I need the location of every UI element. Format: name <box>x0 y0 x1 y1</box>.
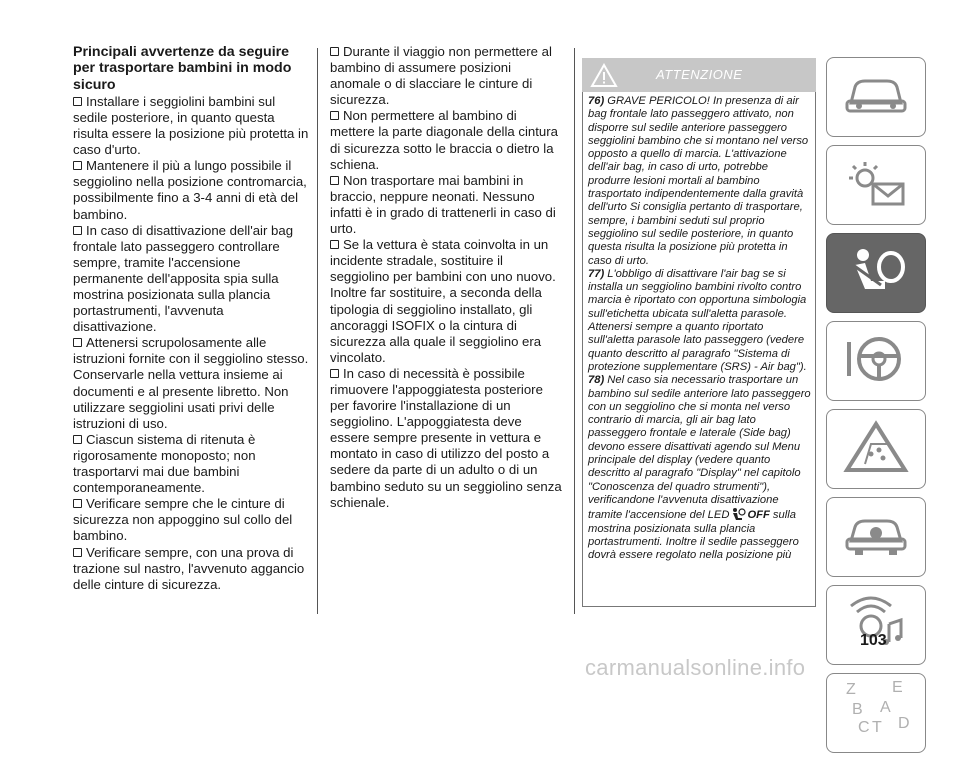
svg-text:Z: Z <box>846 680 856 698</box>
passenger-airbag-led-icon <box>730 507 746 521</box>
bullet-text: Verificare sempre che le cinture di sicurezza non appoggino sul collo del bambino. <box>73 496 293 544</box>
chapter-tab-1[interactable] <box>826 57 926 137</box>
checkbox-bullet-icon <box>73 499 82 508</box>
warning-note <box>588 374 812 562</box>
svg-text:D: D <box>898 714 910 732</box>
chapter-tab-6[interactable] <box>826 497 926 577</box>
bullet-list-left <box>73 94 309 593</box>
bullet-item <box>330 173 564 237</box>
seat-airbag-icon <box>841 245 911 302</box>
svg-text:A: A <box>880 698 891 716</box>
note-text-continued: sulla mostrina posizionata sulla plancia portastrumenti. Inoltre il sedile passeggero dovrà essere regolato nella posizione più <box>588 509 799 562</box>
bullet-item <box>73 432 309 496</box>
bullet-text: Installare i seggiolini bambini sul sedile posteriore, in quanto questa risulta essere la posizione più protetta in caso d'urto. <box>73 93 309 158</box>
chapter-tab-5[interactable] <box>826 409 926 489</box>
bullet-list-middle <box>330 44 564 511</box>
steering-wheel-icon <box>841 332 911 391</box>
warning-triangle-icon <box>590 63 618 88</box>
bullet-text: Se la vettura è stata coinvolta in un incidente stradale, sostituire il seggiolino per bambini con uno nuovo. Inoltre far sostituire, a seconda della tipologia di seggiolino installato, gli ancoraggi ISOFIX o la cintura di sicurezza alla quale il seggiolino era vincolato. <box>330 237 556 365</box>
bullet-item <box>73 158 309 222</box>
chapter-tabs <box>826 57 926 761</box>
column-middle <box>330 44 564 511</box>
warning-note <box>588 268 812 374</box>
warning-box <box>582 58 816 610</box>
chapter-tab-4[interactable] <box>826 321 926 401</box>
chapter-tab-2[interactable] <box>826 145 926 225</box>
chapter-tab-7[interactable] <box>826 585 926 665</box>
bullet-item <box>73 94 309 158</box>
bullet-text: Non permettere al bambino di mettere la parte diagonale della cintura di sicurezza sotto le braccia o dietro la schiena. <box>330 108 558 172</box>
bullet-item <box>73 335 309 432</box>
section-heading: Principali avvertenze da seguire per trasportare bambini in modo sicuro <box>73 44 292 93</box>
chapter-tab-3[interactable] <box>826 233 926 313</box>
note-number: 77) <box>588 267 605 280</box>
checkbox-bullet-icon <box>330 240 339 249</box>
note-text: Nel caso sia necessario trasportare un bambino sul sedile anteriore lato passeggero con un seggiolino che si monta nel verso contrario di marcia, gli air bag lato passeggero frontale e laterale (Side bag) devono essere disattivati agendo sul Menu principale del display (vedere quanto descritto al paragrafo "Display" nel capitolo "Conoscenza del quadro strumenti"), verificandone l'avvenuta disattivazione tramite l'accensione del LED <box>588 374 811 522</box>
warning-lights-icon <box>841 158 911 213</box>
index-letters-icon <box>836 680 916 747</box>
bullet-item <box>330 108 564 172</box>
checkbox-bullet-icon <box>330 176 339 185</box>
checkbox-bullet-icon <box>73 226 82 235</box>
bullet-text: Attenersi scrupolosamente alle istruzioni fornite con il seggiolino stesso. Conservarle nella vettura insieme ai documenti e al presente libretto. Non utilizzare seggiolini usati privi delle istruzioni di uso. <box>73 335 309 431</box>
checkbox-bullet-icon <box>330 111 339 120</box>
maintenance-car-icon <box>841 513 911 562</box>
column-divider-2 <box>574 48 575 614</box>
note-number: 78) <box>588 374 605 387</box>
bullet-item <box>330 237 564 366</box>
bullet-item <box>330 44 564 108</box>
checkbox-bullet-icon <box>73 435 82 444</box>
bullet-item <box>73 223 309 336</box>
warning-title: ATTENZIONE <box>656 67 743 82</box>
chapter-tab-8[interactable] <box>826 673 926 753</box>
emergency-icon <box>841 420 911 479</box>
column-left <box>73 44 309 593</box>
bullet-item <box>73 545 309 593</box>
bullet-text: Durante il viaggio non permettere al bambino di assumere posizioni anomale o di slacciare le cinture di sicurezza. <box>330 44 552 108</box>
checkbox-bullet-icon <box>73 97 82 106</box>
svg-text:E: E <box>892 679 903 696</box>
svg-text:B: B <box>852 700 863 718</box>
checkbox-bullet-icon <box>330 369 339 378</box>
note-text: L'obbligo di disattivare l'air bag se si installa un seggiolino bambini rivolto contro marcia è riportato con opportuna simbologia sull'etichetta ubicata sull'aletta parasole. Attenersi sempre a quanto riportato sull'aletta parasole lato passeggero (vedere quanto descritto al paragrafo "Sistema di protezione supplementare (SRS) - Air bag"). <box>588 267 807 373</box>
bullet-text: In caso di disattivazione dell'air bag frontale lato passeggero controllare sempre, tramite l'accensione permanente dell'apposita spia sulla mostrina posizionata sulla plancia portastrumenti, l'avvenuta disattivazione. <box>73 222 294 335</box>
column-divider-1 <box>317 48 318 614</box>
checkbox-bullet-icon <box>73 161 82 170</box>
warning-header <box>582 58 816 92</box>
svg-text:C: C <box>858 718 870 736</box>
off-label: OFF <box>747 509 770 522</box>
car-icon <box>841 73 911 122</box>
page-number: 103 <box>860 632 887 649</box>
checkbox-bullet-icon <box>73 548 82 557</box>
bullet-item <box>330 366 564 511</box>
svg-text:T: T <box>872 718 882 736</box>
checkbox-bullet-icon <box>73 338 82 347</box>
bullet-text: Mantenere il più a lungo possibile il seggiolino nella posizione contromarcia, possibilmente fino a 3-4 anni di età del bambino. <box>73 158 307 222</box>
note-number: 76) <box>588 95 605 107</box>
bullet-text: In caso di necessità è possibile rimuovere l'appoggiatesta posteriore per favorire l'installazione di un seggiolino. L'appoggiatesta deve essere sempre presente in vettura e montato in caso di utilizzo del posto a sedere da parte di un adulto o di un bambino seduto su un seggiolino senza schienale. <box>330 365 562 510</box>
warning-body <box>582 92 816 607</box>
note-text: GRAVE PERICOLO! In presenza di air bag frontale lato passeggero attivato, non disporre sul sedile anteriore passeggero seggiolini bambino che si montano nel verso opposto a quello di marcia. L'attivazione dell'air bag, in caso di urto, potrebbe produrre lesioni mortali al bambino trasportato indipendentemente dalla gravità dell'urto Si consiglia pertanto di trasportare, sempre, i bambini seduti sul proprio seggiolino sul sedile posteriore, in quanto questa risulta la posizione più protetta in caso di urto. <box>588 95 809 267</box>
bullet-item <box>73 496 309 544</box>
bullet-text: Non trasportare mai bambini in braccio, neppure neonati. Nessuno infatti è in grado di trattenerli in caso di urto. <box>330 172 556 237</box>
warning-note <box>588 95 812 268</box>
bullet-text: Verificare sempre, con una prova di trazione sul nastro, l'avvenuto aggancio delle cinture di sicurezza. <box>73 544 305 592</box>
checkbox-bullet-icon <box>330 47 339 56</box>
watermark: carmanualsonline.info <box>585 655 806 680</box>
bullet-text: Ciascun sistema di ritenuta è rigorosamente monoposto; non trasportarvi mai due bambini contemporaneamente. <box>73 431 256 496</box>
